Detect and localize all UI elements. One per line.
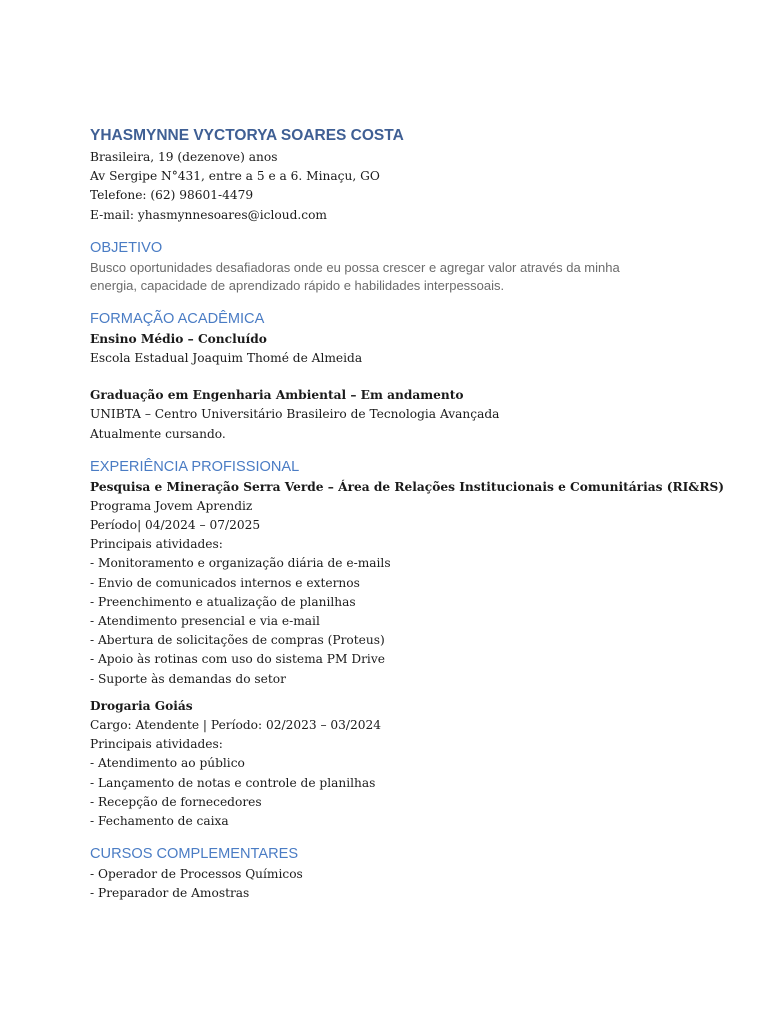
experience-detail: Período| 04/2024 – 07/2025: [90, 518, 261, 533]
experience-activity: - Envio de comunicados internos e externos: [90, 575, 360, 590]
objective-line: energia, capacidade de aprendizado rápido e habilidades interpessoais.: [90, 278, 505, 294]
experience-heading: Pesquisa e Mineração Serra Verde – Área de Relações Institucionais e Comunitárias (RI&RS): [90, 479, 725, 494]
experience-heading: Drogaria Goiás: [90, 698, 193, 713]
candidate-name: YHASMYNNE VYCTORYA SOARES COSTA: [90, 127, 404, 144]
experience-activity: - Atendimento presencial e via e-mail: [90, 614, 320, 628]
experience-detail: Cargo: Atendente | Período: 02/2023 – 03/2024: [90, 717, 382, 732]
experience-detail: Principais atividades:: [90, 537, 223, 552]
personal-info-nationality-age: Brasileira, 19 (dezenove) anos: [90, 150, 278, 164]
experience-activity: - Abertura de solicitações de compras (Proteus): [90, 633, 385, 648]
personal-info-address: Av Sergipe N°431, entre a 5 e a 6. Minaçu, GO: [90, 169, 380, 184]
section-title-objective: OBJETIVO: [90, 239, 163, 256]
personal-info-phone: Telefone: (62) 98601-4479: [90, 188, 254, 203]
education-heading: Graduação em Engenharia Ambiental – Em andamento: [90, 388, 464, 403]
experience-activity: - Atendimento ao público: [90, 756, 245, 771]
objective-line: Busco oportunidades desafiadoras onde eu possa crescer e agregar valor através da minha: [90, 259, 620, 275]
resume-content: [90, 126, 730, 903]
spacer: [90, 689, 730, 697]
personal-info-email: E-mail: yhasmynnesoares@icloud.com: [90, 207, 327, 222]
experience-activity: - Suporte às demandas do setor: [90, 671, 286, 686]
spacer: [90, 368, 730, 386]
education-heading: Ensino Médio – Concluído: [90, 331, 267, 346]
experience-activity: - Recepção de fornecedores: [90, 794, 262, 809]
experience-activity: - Monitoramento e organização diária de e-mails: [90, 556, 391, 571]
education-detail: Atualmente cursando.: [90, 426, 226, 441]
experience-detail: Programa Jovem Aprendiz: [90, 498, 253, 513]
section-title-experience: EXPERIÊNCIA PROFISSIONAL: [90, 458, 300, 475]
objective-text: [90, 259, 680, 296]
experience-activity: - Lançamento de notas e controle de planilhas: [90, 775, 376, 790]
section-title-education: FORMAÇÃO ACADÊMICA: [90, 310, 265, 327]
course-item: - Preparador de Amostras: [90, 886, 250, 901]
section-title-courses: CURSOS COMPLEMENTARES: [90, 846, 299, 863]
experience-activity: - Apoio às rotinas com uso do sistema PM Drive: [90, 652, 385, 667]
education-detail: Escola Estadual Joaquim Thomé de Almeida: [90, 350, 363, 365]
experience-activity: - Fechamento de caixa: [90, 813, 229, 828]
education-detail: UNIBTA – Centro Universitário Brasileiro de Tecnologia Avançada: [90, 407, 500, 422]
experience-activity: - Preenchimento e atualização de planilhas: [90, 594, 356, 609]
course-item: - Operador de Processos Químicos: [90, 867, 303, 882]
experience-detail: Principais atividades:: [90, 737, 223, 752]
